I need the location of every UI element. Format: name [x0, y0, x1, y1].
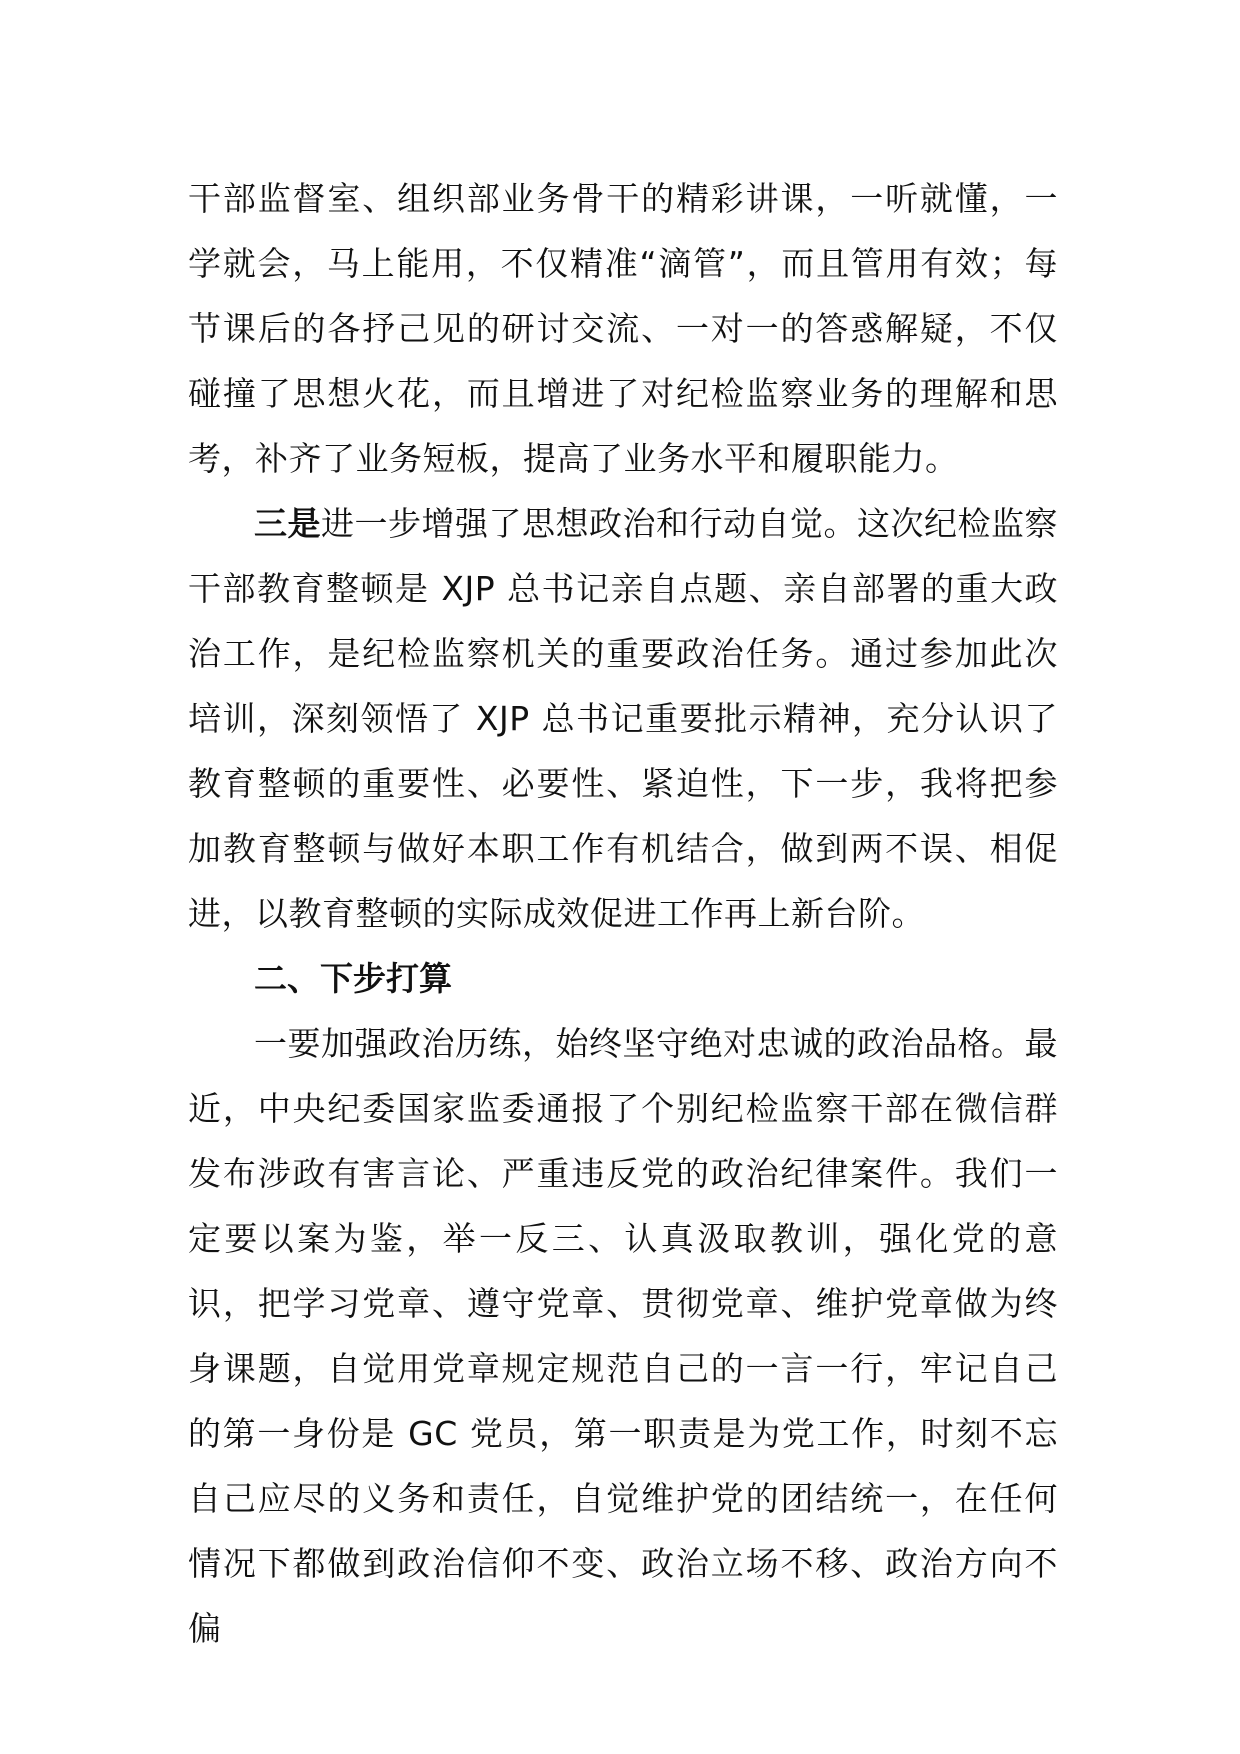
paragraph-point-three: [188, 491, 1058, 946]
point-lead-label: 三是: [254, 504, 321, 543]
paragraph-next-steps-one: [188, 1011, 1058, 1661]
paragraph-text: 干部监督室、组织部业务骨干的精彩讲课，一听就懂，一学就会，马上能用，不仅精准“滴管”，而且管用有效；每节课后的各抒己见的研讨交流、一对一的答惑解疑，不仅碰撞了思想火花，而且增进了对纪检监察业务的理解和思考，补齐了业务短板，提高了业务水平和履职能力。: [188, 179, 1058, 478]
paragraph-training-benefits: [188, 166, 1058, 491]
section-heading: 二、下步打算: [254, 959, 452, 998]
paragraph-text: 一要加强政治历练，始终坚守绝对忠诚的政治品格。最近，中央纪委国家监委通报了个别纪检监察干部在微信群发布涉政有害言论、严重违反党的政治纪律案件。我们一定要以案为鉴，举一反三、认真汲取教训，强化党的意识，把学习党章、遵守党章、贯彻党章、维护党章做为终身课题，自觉用党章规定规范自己的一言一行，牢记自己的第一身份是 GC 党员，第一职责是为党工作，时刻不忘自己应尽的义务和责任，自觉维护党的团结统一，在任何情况下都做到政治信仰不变、政治立场不移、政治方向不偏: [188, 1024, 1058, 1648]
document-page: [188, 166, 1058, 1661]
paragraph-text: 进一步增强了思想政治和行动自觉。这次纪检监察干部教育整顿是 XJP 总书记亲自点题、亲自部署的重大政治工作，是纪检监察机关的重要政治任务。通过参加此次培训，深刻领悟了 XJP 总书记重要批示精神，充分认识了教育整顿的重要性、必要性、紧迫性，下一步，我将把参加教育整顿与做好本职工作有机结合，做到两不误、相促进，以教育整顿的实际成效促进工作再上新台阶。: [188, 504, 1058, 933]
